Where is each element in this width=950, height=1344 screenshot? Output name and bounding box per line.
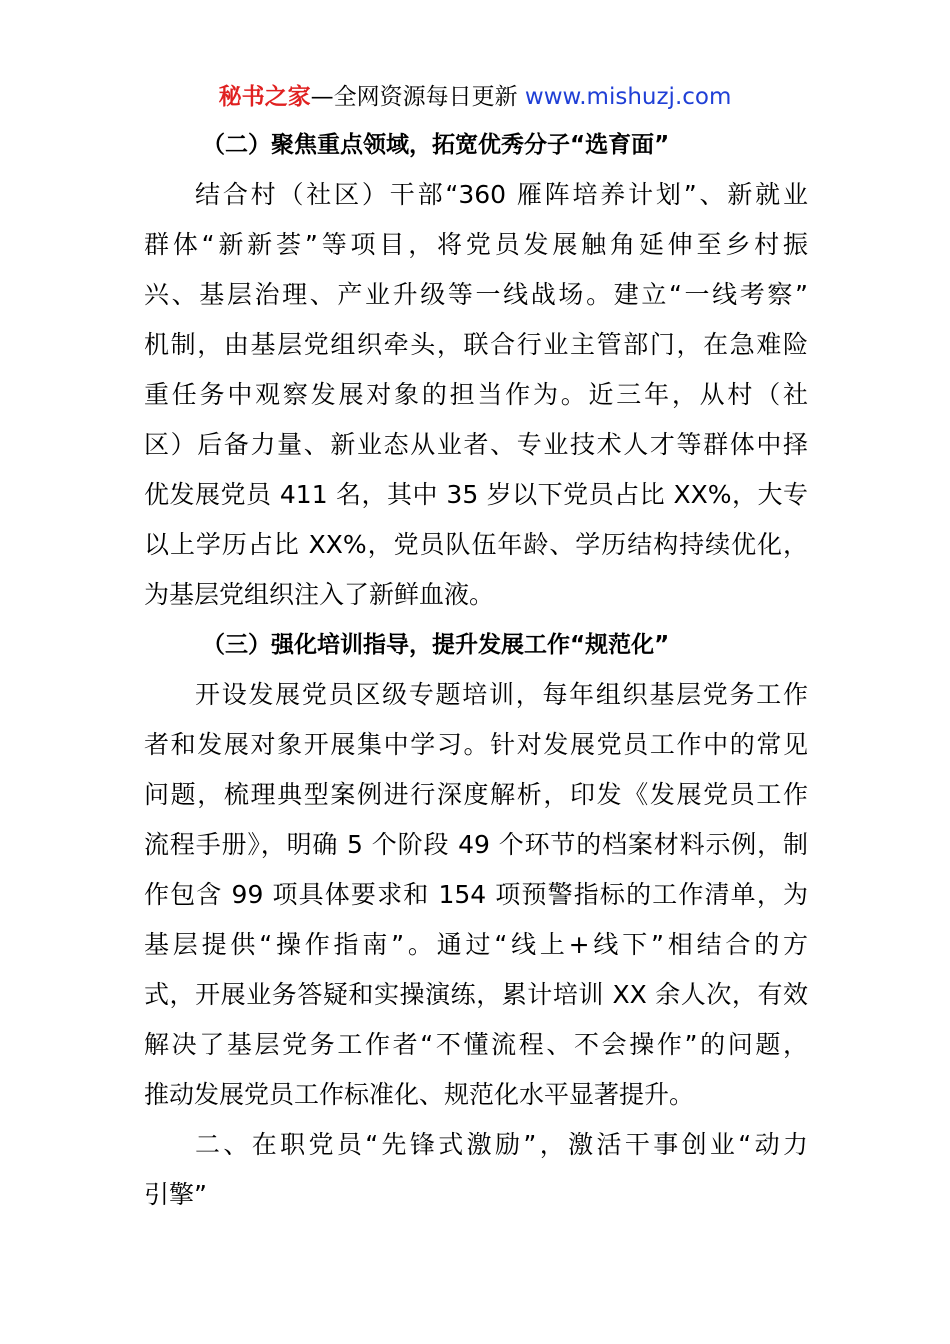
paragraph-line: 以上学历占比 XX%，党员队伍年龄、学历结构持续优化， [144,530,808,559]
paragraph-line: 机制，由基层党组织牵头，联合行业主管部门，在急难险 [144,330,808,359]
site-watermark-header [0,80,950,114]
paragraph-line: 解决了基层党务工作者“不懂流程、不会操作”的问题， [144,1030,808,1059]
body-paragraph [144,170,808,620]
paragraph-line: 问题，梳理典型案例进行深度解析，印发《发展党员工作 [144,780,808,809]
paragraph-line: 为基层党组织注入了新鲜血液。 [144,580,495,609]
paragraph-line: 结合村（社区）干部“360 雁阵培养计划”、新就业 [195,180,808,209]
paragraph-line: 兴、基层治理、产业升级等一线战场。建立“一线考察” [144,280,808,309]
paragraph-line: 流程手册》，明确 5 个阶段 49 个环节的档案材料示例，制 [144,830,808,859]
paragraph-line: 基层提供“操作指南”。通过“线上+线下”相结合的方 [144,930,808,959]
paragraph-line: 者和发展对象开展集中学习。针对发展党员工作中的常见 [144,730,808,759]
paragraph-line: 优发展党员 411 名，其中 35 岁以下党员占比 XX%，大专 [144,480,808,509]
body-paragraph [144,670,808,1120]
paragraph-line: 推动发展党员工作标准化、规范化水平显著提升。 [144,1080,695,1109]
paragraph-line: 重任务中观察发展对象的担当作为。近三年，从村（社 [144,380,808,409]
site-brand: 秘书之家 [218,84,311,110]
site-tagline: —全网资源每日更新 [310,84,525,110]
paragraph-line: 区）后备力量、新业态从业者、专业技术人才等群体中择 [144,430,808,459]
paragraph-line: 引擎” [144,1180,207,1209]
body-paragraph [144,1120,808,1220]
document-body [144,120,808,1220]
section-heading: （二）聚焦重点领域，拓宽优秀分子“选育面” [202,132,670,158]
paragraph-line: 二、在职党员“先锋式激励”，激活干事创业“动力 [195,1130,808,1159]
paragraph-line: 作包含 99 项具体要求和 154 项预警指标的工作清单，为 [144,880,808,909]
site-url[interactable]: www.mishuzj.com [524,84,732,110]
paragraph-line: 群体“新新荟”等项目，将党员发展触角延伸至乡村振 [144,230,808,259]
paragraph-line: 式，开展业务答疑和实操演练，累计培训 XX 余人次，有效 [144,980,808,1009]
paragraph-line: 开设发展党员区级专题培训，每年组织基层党务工作 [195,680,808,709]
section-heading: （三）强化培训指导，提升发展工作“规范化” [202,632,670,658]
